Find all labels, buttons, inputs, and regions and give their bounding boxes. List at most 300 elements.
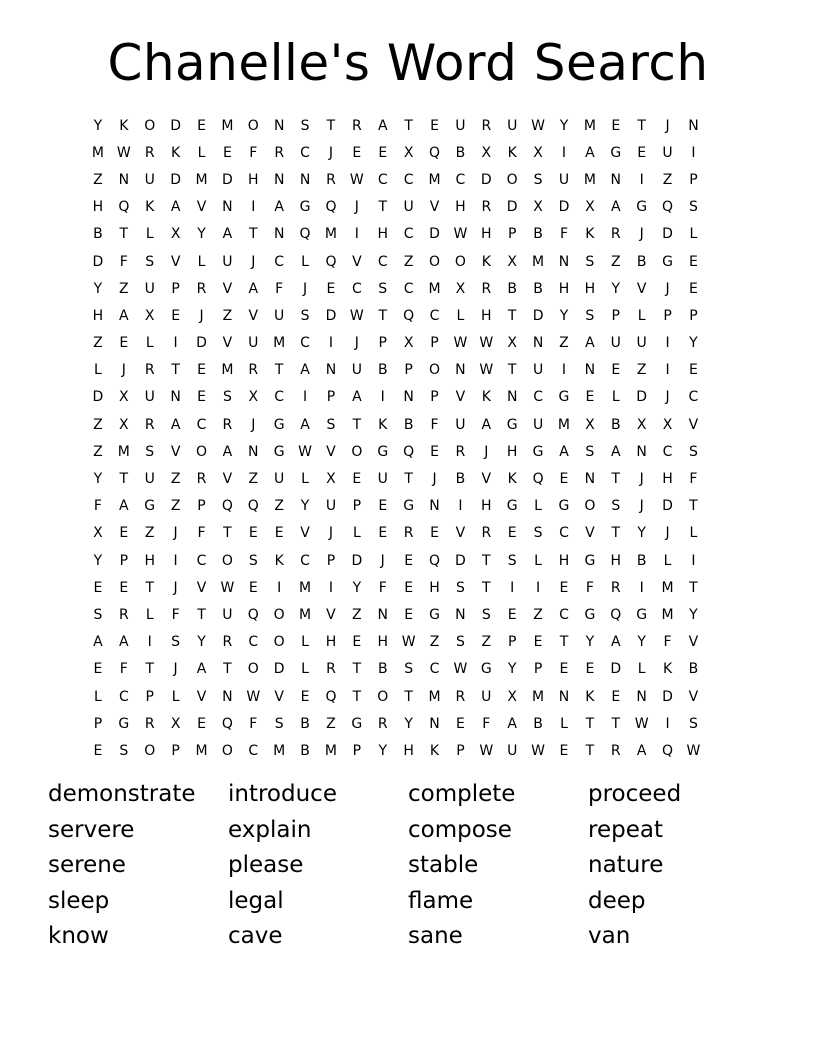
grid-letter: O	[429, 362, 441, 379]
grid-letter: Q	[325, 688, 337, 705]
grid-letter: A	[93, 634, 103, 651]
grid-letter: C	[403, 226, 414, 243]
grid-letter: Z	[170, 498, 181, 515]
grid-letter: R	[351, 117, 362, 134]
grid-letter: Y	[404, 715, 413, 732]
grid-letter: M	[661, 579, 674, 596]
grid-letter: X	[326, 471, 336, 488]
grid-letter: S	[533, 525, 543, 542]
grid-letter: W	[401, 634, 416, 651]
grid-letter: V	[326, 606, 336, 623]
grid-letter: P	[171, 280, 180, 297]
grid-letter: B	[688, 661, 699, 678]
grid-letter: C	[662, 443, 673, 460]
grid-letter: C	[118, 688, 129, 705]
grid-letter: D	[351, 552, 363, 569]
grid-letter: E	[274, 525, 284, 542]
grid-letter: H	[481, 226, 492, 243]
grid-letter: H	[377, 226, 388, 243]
grid-letter: T	[326, 117, 336, 134]
grid-letter: G	[636, 606, 648, 623]
grid-letter: Q	[221, 715, 233, 732]
grid-letter: W	[479, 742, 494, 759]
grid-letter: D	[662, 498, 673, 515]
grid-letter: W	[634, 715, 649, 732]
grid-letter: N	[584, 362, 596, 379]
grid-letter: N	[222, 688, 233, 705]
grid-letter: P	[430, 389, 439, 406]
grid-letter: K	[429, 742, 440, 759]
grid-letter: R	[222, 416, 233, 433]
grid-letter: C	[196, 416, 207, 433]
grid-row	[85, 248, 733, 275]
grid-letter: K	[507, 471, 517, 488]
grid-letter: U	[532, 416, 544, 433]
grid-letter: K	[662, 661, 673, 678]
grid-letter: M	[324, 742, 337, 759]
grid-letter: T	[119, 471, 129, 488]
grid-letter: D	[273, 661, 285, 678]
grid-letter: O	[506, 171, 518, 188]
grid-letter: R	[403, 525, 414, 542]
grid-letter: C	[300, 335, 310, 352]
grid-letter: X	[119, 389, 129, 406]
grid-letter: Q	[325, 253, 337, 270]
grid-letter: N	[273, 226, 285, 243]
grid-letter: H	[92, 199, 104, 216]
grid-letter: K	[585, 688, 595, 705]
grid-letter: E	[533, 634, 543, 651]
grid-letter: W	[298, 443, 312, 460]
grid-letter: Q	[610, 606, 622, 623]
grid-letter: F	[275, 280, 284, 297]
grid-letter: B	[533, 715, 543, 732]
grid-letter: S	[688, 443, 698, 460]
grid-letter: E	[689, 253, 698, 270]
grid-letter: S	[585, 253, 595, 270]
grid-letter: K	[119, 117, 129, 134]
grid-letter: U	[455, 416, 466, 433]
grid-letter: J	[380, 552, 385, 569]
grid-letter: H	[481, 498, 492, 515]
grid-letter: Z	[222, 307, 233, 324]
grid-letter: V	[326, 443, 336, 460]
grid-letter: E	[507, 525, 517, 542]
grid-letter: I	[665, 335, 670, 352]
grid-letter: F	[430, 416, 439, 433]
grid-letter: U	[325, 498, 337, 515]
grid-letter: I	[354, 226, 359, 243]
grid-letter: E	[455, 715, 465, 732]
grid-letter: V	[196, 688, 207, 705]
grid-letter: E	[430, 525, 439, 542]
grid-letter: J	[665, 525, 670, 542]
grid-letter: Z	[93, 335, 103, 352]
word-list-item: servere	[48, 816, 135, 843]
grid-letter: L	[637, 307, 646, 324]
grid-letter: L	[637, 661, 646, 678]
word-list-item: complete	[408, 781, 516, 807]
grid-letter: X	[403, 144, 414, 161]
grid-letter: F	[119, 661, 128, 678]
grid-letter: M	[273, 335, 286, 352]
grid-letter: A	[300, 416, 310, 433]
grid-letter: I	[328, 579, 334, 596]
grid-letter: C	[300, 144, 310, 161]
grid-letter: R	[481, 280, 492, 297]
grid-letter: T	[145, 579, 154, 596]
grid-letter: S	[171, 634, 181, 651]
grid-letter: E	[404, 606, 414, 623]
grid-letter: B	[610, 416, 621, 433]
grid-letter: A	[248, 280, 259, 297]
grid-letter: V	[455, 525, 466, 542]
grid-letter: U	[662, 144, 673, 161]
grid-letter: I	[251, 199, 256, 216]
grid-letter: E	[378, 144, 388, 161]
grid-letter: A	[119, 307, 129, 324]
grid-letter: R	[481, 199, 492, 216]
grid-letter: B	[403, 416, 414, 433]
grid-letter: E	[378, 525, 388, 542]
grid-row	[85, 139, 733, 166]
grid-row	[85, 601, 733, 628]
grid-row	[85, 166, 733, 193]
grid-letter: J	[251, 253, 256, 270]
grid-letter: A	[585, 144, 595, 161]
grid-letter: Z	[481, 634, 492, 651]
grid-letter: B	[300, 742, 310, 759]
grid-letter: R	[118, 606, 129, 623]
grid-letter: L	[611, 389, 620, 406]
word-list-item: explain	[228, 816, 312, 843]
grid-letter: N	[170, 389, 181, 406]
grid-letter: V	[352, 253, 362, 270]
grid-letter: A	[222, 443, 233, 460]
grid-letter: E	[404, 552, 414, 569]
grid-letter: T	[223, 525, 232, 542]
grid-letter: H	[506, 443, 518, 460]
grid-letter: W	[349, 171, 364, 188]
word-list-item: sleep	[48, 887, 110, 914]
grid-letter: Z	[144, 525, 155, 542]
grid-letter: G	[429, 606, 440, 623]
grid-letter: S	[300, 307, 310, 324]
grid-letter: F	[378, 579, 387, 596]
grid-letter: U	[351, 362, 362, 379]
grid-letter: M	[299, 606, 312, 623]
grid-letter: W	[479, 335, 494, 352]
grid-letter: T	[585, 742, 595, 759]
grid-letter: E	[430, 443, 439, 460]
grid-letter: S	[248, 552, 258, 569]
grid-letter: S	[300, 117, 310, 134]
grid-letter: Y	[689, 606, 698, 623]
grid-letter: D	[92, 253, 104, 270]
word-list-item: repeat	[588, 816, 663, 843]
grid-row	[85, 520, 733, 547]
grid-letter: U	[507, 117, 518, 134]
grid-letter: N	[118, 171, 130, 188]
grid-letter: T	[352, 416, 362, 433]
grid-letter: U	[274, 471, 285, 488]
grid-letter: H	[403, 742, 414, 759]
word-list-item: demonstrate	[48, 781, 196, 807]
grid-letter: A	[196, 661, 207, 678]
grid-letter: Y	[507, 661, 517, 678]
word-list-item: compose	[408, 816, 512, 843]
grid-letter: T	[637, 117, 646, 134]
grid-letter: D	[532, 307, 544, 324]
grid-letter: S	[222, 389, 232, 406]
grid-letter: M	[661, 606, 674, 623]
grid-letter: S	[378, 280, 388, 297]
grid-letter: E	[197, 117, 206, 134]
grid-letter: E	[378, 498, 388, 515]
grid-letter: D	[222, 171, 233, 188]
grid-letter: X	[507, 253, 517, 270]
grid-letter: J	[328, 144, 334, 161]
grid-row	[85, 330, 733, 357]
grid-letter: F	[93, 498, 102, 515]
grid-letter: L	[301, 634, 309, 651]
grid-row	[85, 438, 733, 465]
grid-letter: Q	[429, 552, 441, 569]
grid-letter: C	[559, 606, 569, 623]
grid-letter: M	[583, 171, 596, 188]
grid-letter: U	[144, 280, 155, 297]
grid-letter: E	[430, 117, 439, 134]
grid-letter: C	[377, 253, 388, 270]
grid-letter: N	[273, 171, 285, 188]
grid-letter: P	[145, 688, 154, 705]
grid-letter: P	[326, 552, 336, 569]
grid-letter: R	[196, 280, 207, 297]
grid-letter: Q	[662, 742, 674, 759]
grid-letter: R	[196, 471, 207, 488]
grid-letter: G	[403, 498, 415, 515]
grid-letter: E	[119, 335, 129, 352]
grid-letter: C	[688, 389, 699, 406]
grid-letter: B	[636, 253, 647, 270]
grid-letter: I	[639, 579, 644, 596]
grid-letter: Z	[248, 471, 259, 488]
grid-letter: E	[248, 579, 258, 596]
grid-letter: P	[507, 226, 517, 243]
grid-letter: X	[170, 715, 181, 732]
grid-letter: J	[173, 661, 178, 678]
grid-letter: U	[610, 335, 621, 352]
grid-row	[85, 275, 733, 302]
grid-letter: A	[170, 416, 181, 433]
grid-letter: P	[611, 307, 620, 324]
grid-letter: Q	[429, 144, 441, 161]
grid-letter: I	[665, 715, 670, 732]
grid-letter: C	[403, 171, 414, 188]
grid-letter: R	[610, 579, 621, 596]
grid-letter: T	[611, 715, 621, 732]
grid-letter: Y	[197, 226, 206, 243]
word-list-item: nature	[588, 852, 664, 878]
grid-letter: G	[558, 498, 570, 515]
grid-letter: U	[377, 471, 388, 488]
grid-letter: M	[557, 416, 571, 433]
grid-letter: H	[144, 552, 155, 569]
grid-letter: A	[119, 498, 129, 515]
grid-letter: Z	[170, 471, 181, 488]
grid-letter: B	[455, 471, 466, 488]
grid-letter: X	[507, 688, 517, 705]
grid-letter: Y	[93, 552, 103, 569]
grid-letter: L	[534, 498, 542, 515]
grid-letter: F	[197, 525, 206, 542]
grid-letter: T	[249, 226, 258, 243]
grid-letter: O	[221, 552, 233, 569]
grid-letter: H	[248, 171, 259, 188]
grid-letter: G	[377, 443, 389, 460]
grid-letter: U	[558, 171, 570, 188]
word-list-item: serene	[48, 852, 126, 878]
grid-letter: J	[121, 362, 126, 379]
grid-letter: Y	[559, 117, 569, 134]
grid-letter: T	[119, 226, 129, 243]
grid-letter: J	[251, 416, 256, 433]
grid-letter: V	[222, 471, 233, 488]
grid-row	[85, 302, 733, 329]
grid-letter: A	[585, 335, 595, 352]
grid-letter: R	[455, 688, 466, 705]
grid-letter: H	[584, 280, 596, 297]
grid-letter: W	[531, 742, 545, 759]
grid-letter: U	[222, 253, 233, 270]
grid-letter: T	[611, 525, 621, 542]
grid-letter: S	[688, 715, 698, 732]
grid-letter: S	[93, 606, 103, 623]
grid-letter: U	[144, 171, 155, 188]
grid-letter: V	[688, 634, 699, 651]
grid-letter: A	[481, 416, 492, 433]
grid-letter: G	[273, 443, 285, 460]
grid-letter: O	[195, 443, 208, 460]
grid-letter: Z	[610, 253, 621, 270]
grid-letter: B	[636, 552, 647, 569]
grid-letter: B	[455, 144, 466, 161]
grid-letter: N	[610, 171, 621, 188]
grid-letter: F	[249, 144, 258, 161]
grid-letter: H	[429, 579, 440, 596]
grid-letter: C	[533, 389, 543, 406]
grid-letter: Z	[559, 335, 569, 352]
grid-letter: A	[222, 226, 233, 243]
grid-letter: R	[455, 443, 466, 460]
grid-letter: W	[453, 335, 468, 352]
grid-letter: G	[584, 552, 596, 569]
grid-letter: C	[248, 634, 259, 651]
grid-letter: F	[585, 579, 594, 596]
grid-letter: I	[277, 579, 282, 596]
grid-letter: P	[430, 335, 439, 352]
grid-letter: B	[533, 226, 543, 243]
grid-letter: A	[610, 443, 621, 460]
grid-letter: H	[558, 552, 570, 569]
grid-letter: X	[403, 335, 414, 352]
grid-letter: M	[221, 362, 234, 379]
grid-letter: Z	[352, 606, 362, 623]
grid-letter: C	[300, 552, 310, 569]
grid-letter: X	[585, 199, 595, 216]
grid-letter: A	[274, 199, 284, 216]
grid-letter: N	[532, 335, 544, 352]
grid-letter: T	[611, 471, 621, 488]
grid-row	[85, 411, 733, 438]
grid-letter: E	[689, 280, 698, 297]
grid-letter: S	[585, 307, 595, 324]
grid-letter: P	[93, 715, 103, 732]
grid-letter: D	[325, 307, 337, 324]
grid-letter: G	[610, 144, 622, 161]
grid-letter: U	[481, 688, 492, 705]
grid-letter: O	[584, 498, 596, 515]
grid-letter: S	[611, 498, 621, 515]
grid-letter: N	[222, 199, 233, 216]
grid-letter: E	[93, 579, 103, 596]
grid-letter: B	[377, 661, 388, 678]
grid-letter: Y	[197, 634, 206, 651]
grid-row	[85, 656, 733, 683]
grid-letter: C	[455, 171, 466, 188]
grid-letter: W	[479, 362, 494, 379]
grid-letter: V	[170, 443, 181, 460]
grid-letter: U	[144, 471, 155, 488]
grid-letter: A	[170, 199, 181, 216]
grid-letter: S	[455, 634, 465, 651]
grid-letter: R	[481, 525, 492, 542]
grid-letter: J	[665, 389, 670, 406]
grid-letter: I	[380, 389, 385, 406]
word-list-item: proceed	[588, 781, 682, 807]
grid-letter: I	[328, 335, 334, 352]
grid-letter: H	[481, 307, 492, 324]
grid-letter: N	[299, 171, 311, 188]
grid-letter: Q	[247, 606, 259, 623]
grid-letter: Y	[378, 742, 388, 759]
grid-letter: D	[480, 171, 492, 188]
grid-letter: V	[429, 199, 440, 216]
grid-letter: M	[221, 117, 234, 134]
grid-letter: D	[455, 552, 466, 569]
grid-letter: J	[199, 307, 204, 324]
grid-letter: G	[144, 498, 156, 515]
grid-letter: R	[144, 144, 155, 161]
grid-letter: R	[144, 416, 155, 433]
grid-letter: S	[481, 606, 491, 623]
grid-letter: G	[636, 199, 648, 216]
grid-letter: E	[326, 280, 336, 297]
grid-letter: N	[455, 362, 466, 379]
grid-letter: T	[689, 498, 698, 515]
grid-letter: Z	[533, 606, 543, 623]
grid-letter: O	[351, 443, 363, 460]
grid-letter: V	[688, 688, 699, 705]
grid-letter: V	[636, 280, 647, 297]
grid-letter: X	[248, 389, 259, 406]
grid-letter: C	[429, 661, 440, 678]
grid-letter: Y	[585, 634, 595, 651]
grid-letter: P	[197, 498, 206, 515]
grid-letter: N	[248, 443, 259, 460]
grid-letter: E	[93, 742, 103, 759]
grid-letter: D	[662, 226, 673, 243]
